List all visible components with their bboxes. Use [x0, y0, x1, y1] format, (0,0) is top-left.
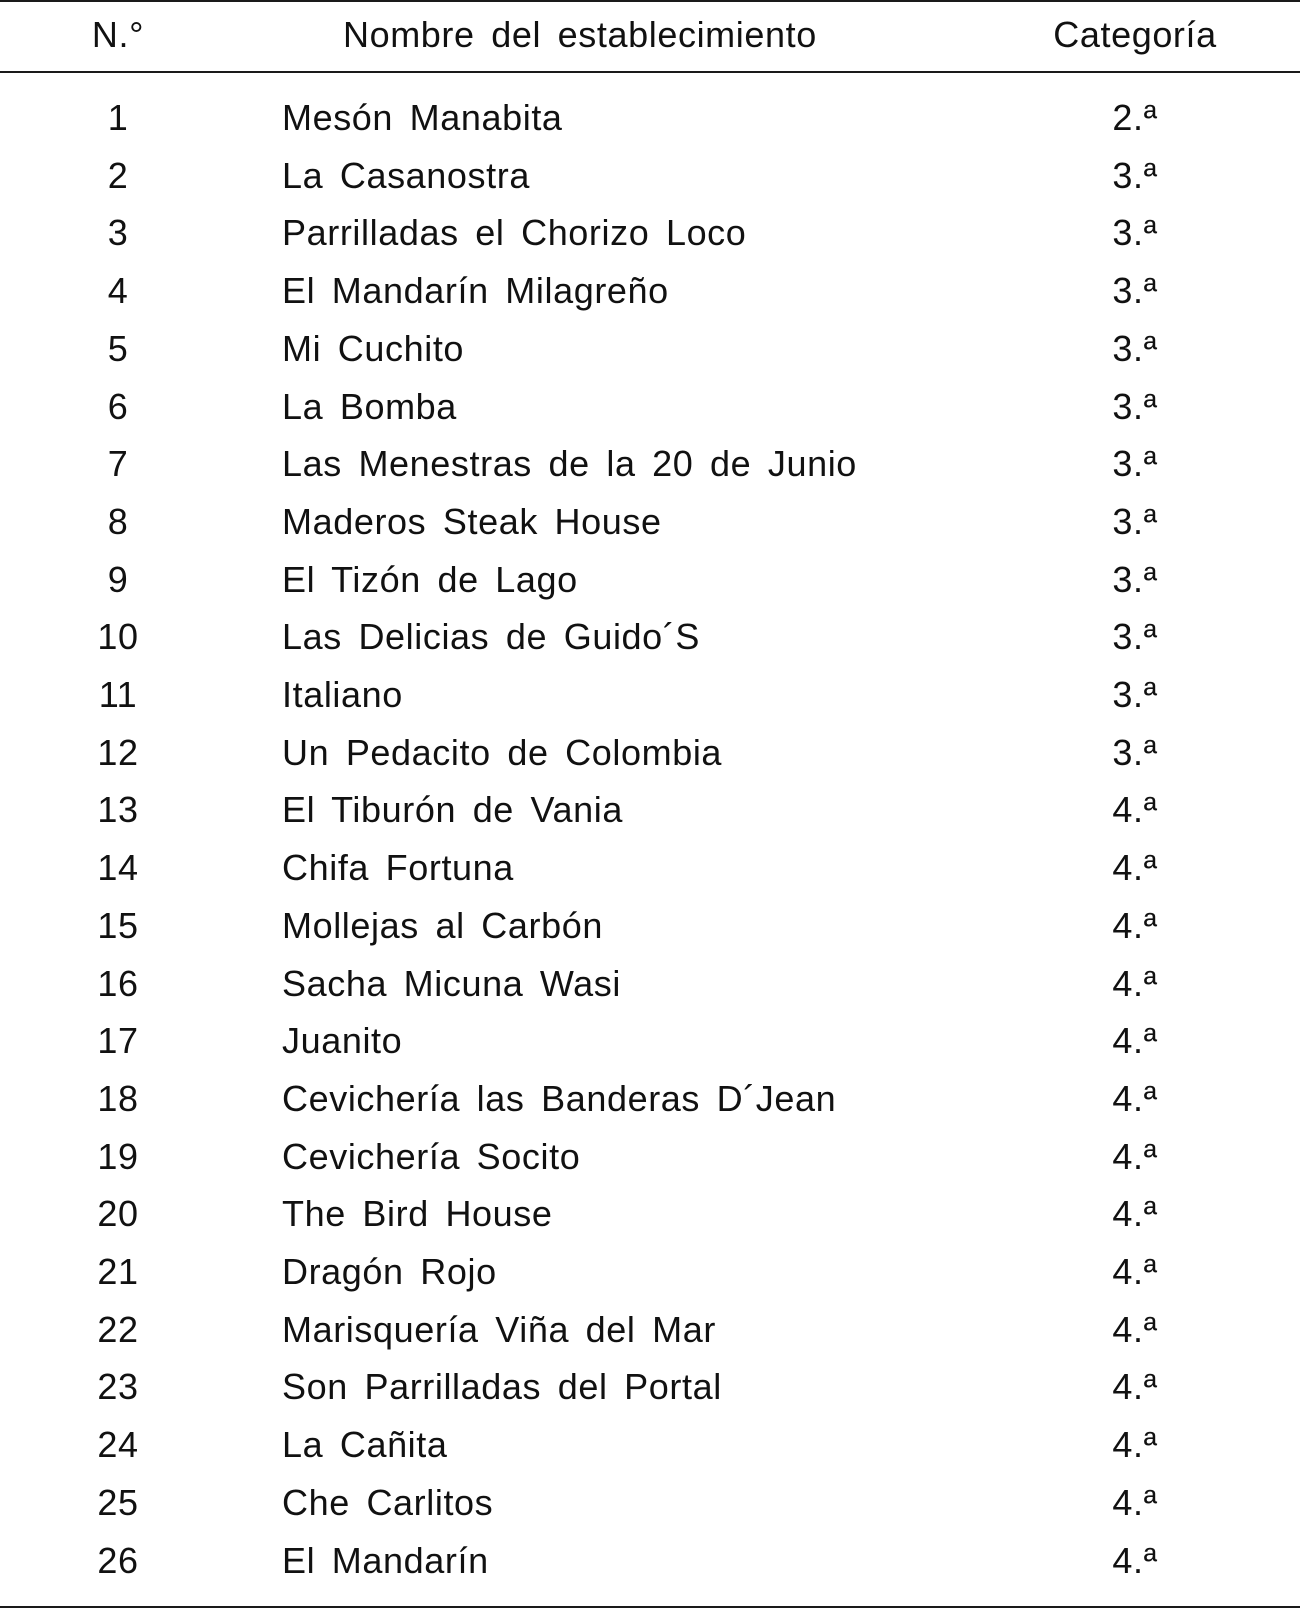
name-cell: La Casanostra: [282, 155, 530, 196]
name-cell: La Cañita: [282, 1424, 448, 1465]
number-cell: 24: [97, 1424, 139, 1465]
category-cell: 4.ª: [1112, 1309, 1158, 1350]
category-cell: 4.ª: [1112, 789, 1158, 830]
name-cell: Cevichería Socito: [282, 1136, 581, 1177]
category-cell: 4.ª: [1112, 1540, 1158, 1581]
name-cell: Parrilladas el Chorizo Loco: [282, 212, 747, 253]
name-cell: Mi Cuchito: [282, 328, 465, 369]
number-cell: 22: [97, 1309, 139, 1350]
number-cell: 1: [107, 97, 129, 138]
category-cell: 4.ª: [1112, 1424, 1158, 1465]
category-cell: 3.ª: [1112, 386, 1158, 427]
category-cell: 4.ª: [1112, 1482, 1158, 1523]
name-cell: El Tiburón de Vania: [282, 789, 623, 830]
category-cell: 4.ª: [1112, 1251, 1158, 1292]
name-cell: The Bird House: [282, 1193, 553, 1234]
header-rule: [0, 71, 1300, 73]
category-cell: 3.ª: [1112, 443, 1158, 484]
header-name: Nombre del establecimiento: [343, 14, 817, 55]
number-cell: 6: [107, 386, 129, 427]
category-cell: 3.ª: [1112, 155, 1158, 196]
number-cell: 4: [107, 270, 129, 311]
number-cell: 25: [97, 1482, 139, 1523]
name-cell: Dragón Rojo: [282, 1251, 497, 1292]
name-cell: Las Menestras de la 20 de Junio: [282, 443, 857, 484]
number-cell: 5: [107, 328, 129, 369]
category-cell: 3.ª: [1112, 328, 1158, 369]
number-cell: 23: [97, 1366, 139, 1407]
number-cell: 26: [97, 1540, 139, 1581]
number-cell: 11: [98, 674, 138, 715]
number-cell: 2: [107, 155, 129, 196]
category-cell: 3.ª: [1112, 212, 1158, 253]
category-cell: 3.ª: [1112, 501, 1158, 542]
number-cell: 3: [107, 212, 129, 253]
name-cell: Mesón Manabita: [282, 97, 563, 138]
number-cell: 12: [97, 732, 139, 773]
category-cell: 4.ª: [1112, 1020, 1158, 1061]
number-cell: 17: [97, 1020, 139, 1061]
name-cell: Son Parrilladas del Portal: [282, 1366, 722, 1407]
name-cell: La Bomba: [282, 386, 457, 427]
category-cell: 4.ª: [1112, 1193, 1158, 1234]
header-number: N.°: [91, 14, 145, 55]
header-category: Categoría: [1053, 14, 1217, 55]
category-cell: 3.ª: [1112, 270, 1158, 311]
name-cell: El Tizón de Lago: [282, 559, 578, 600]
name-cell: Las Delicias de Guido´S: [282, 616, 700, 657]
number-cell: 9: [107, 559, 129, 600]
number-cell: 20: [97, 1193, 139, 1234]
number-cell: 8: [107, 501, 129, 542]
name-cell: Sacha Micuna Wasi: [282, 963, 621, 1004]
number-cell: 18: [97, 1078, 139, 1119]
category-cell: 4.ª: [1112, 963, 1158, 1004]
category-cell: 3.ª: [1112, 674, 1158, 715]
category-cell: 2.ª: [1112, 97, 1158, 138]
category-cell: 3.ª: [1112, 616, 1158, 657]
category-cell: 4.ª: [1112, 1136, 1158, 1177]
name-cell: Cevichería las Banderas D´Jean: [282, 1078, 837, 1119]
number-cell: 7: [107, 443, 129, 484]
name-cell: Maderos Steak House: [282, 501, 662, 542]
name-cell: Italiano: [282, 674, 403, 715]
table-top-rule: [0, 0, 1300, 2]
number-cell: 19: [97, 1136, 139, 1177]
number-cell: 14: [97, 847, 139, 888]
number-cell: 15: [97, 905, 139, 946]
category-cell: 4.ª: [1112, 847, 1158, 888]
category-cell: 3.ª: [1112, 559, 1158, 600]
number-cell: 21: [97, 1251, 139, 1292]
name-cell: Mollejas al Carbón: [282, 905, 603, 946]
number-cell: 16: [97, 963, 139, 1004]
name-cell: El Mandarín Milagreño: [282, 270, 669, 311]
name-cell: Un Pedacito de Colombia: [282, 732, 723, 773]
category-cell: 4.ª: [1112, 1078, 1158, 1119]
category-cell: 3.ª: [1112, 732, 1158, 773]
name-cell: Chifa Fortuna: [282, 847, 514, 888]
name-cell: El Mandarín: [282, 1540, 489, 1581]
table-bottom-rule: [0, 1606, 1300, 1608]
name-cell: Juanito: [282, 1020, 403, 1061]
name-cell: Marisquería Viña del Mar: [282, 1309, 716, 1350]
name-cell: Che Carlitos: [282, 1482, 494, 1523]
number-cell: 10: [97, 616, 139, 657]
number-cell: 13: [97, 789, 139, 830]
category-cell: 4.ª: [1112, 1366, 1158, 1407]
category-cell: 4.ª: [1112, 905, 1158, 946]
